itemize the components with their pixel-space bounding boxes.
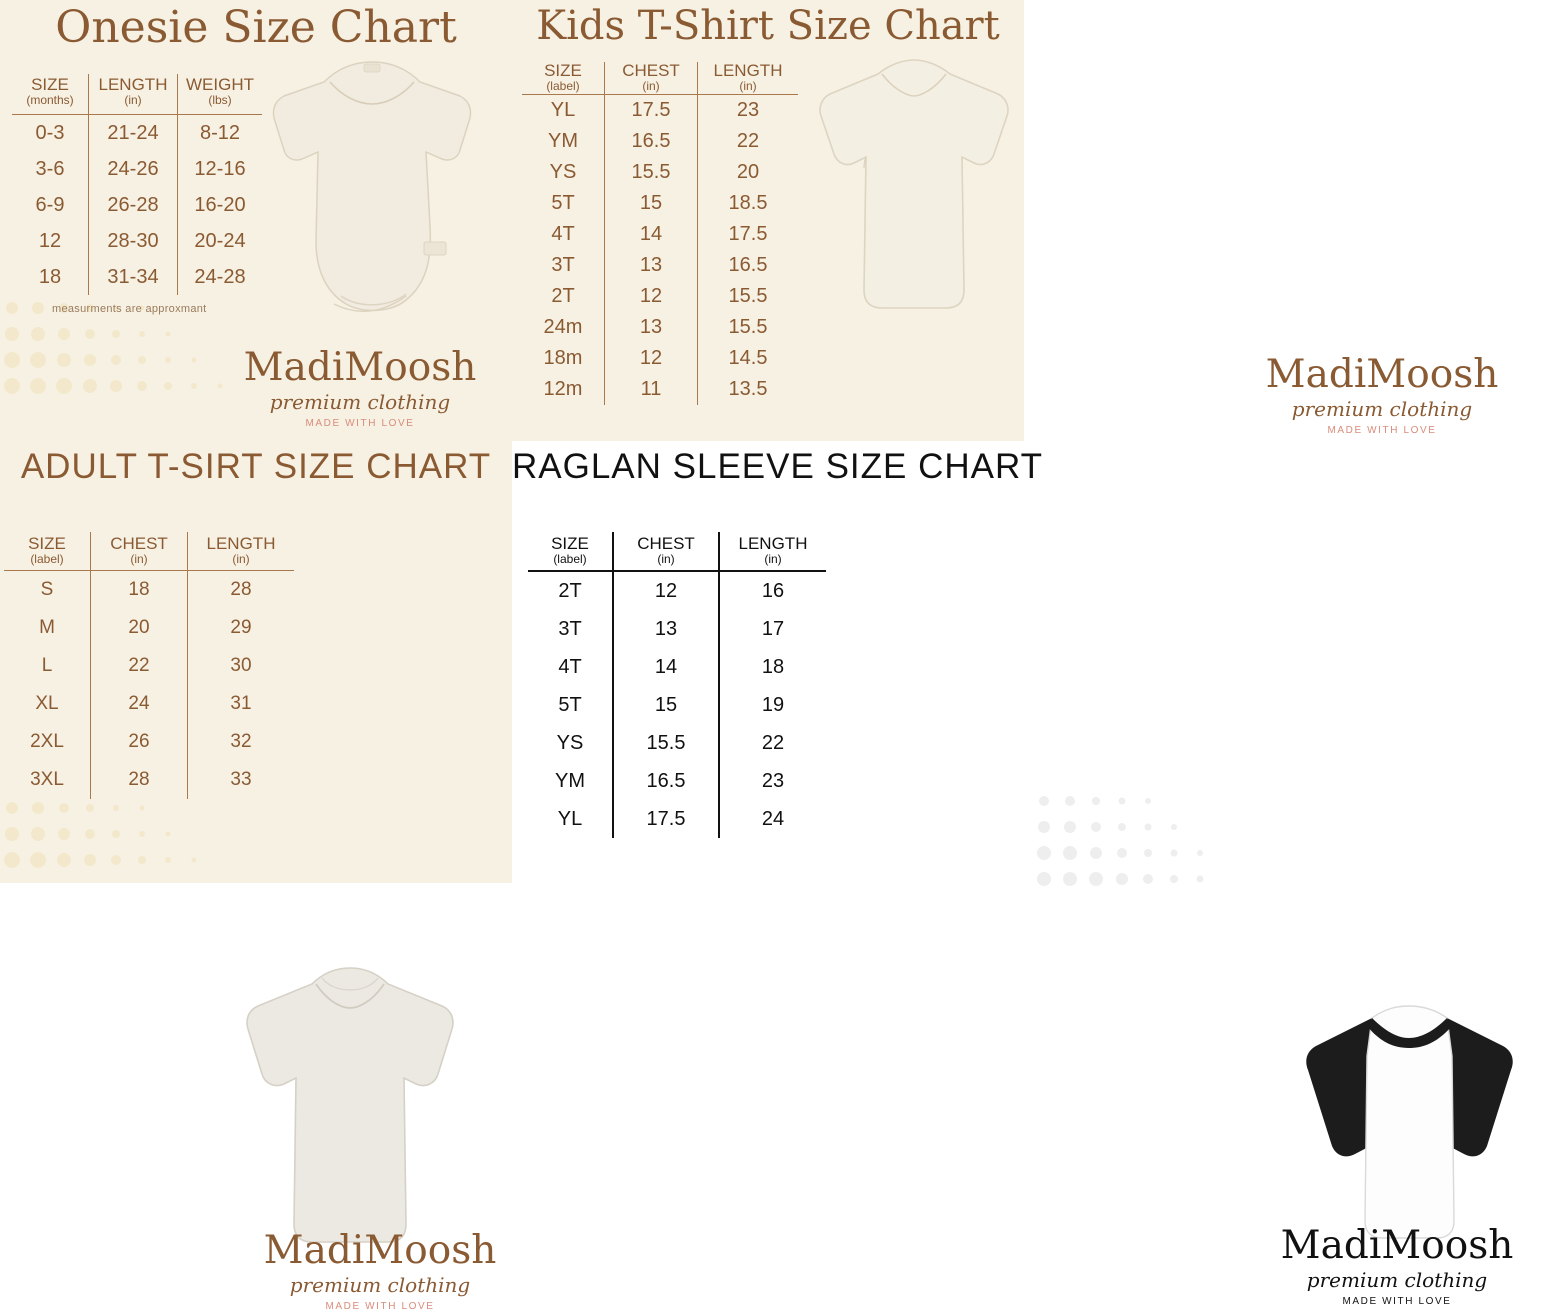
brand-tagline: premium clothing xyxy=(289,1273,471,1297)
table-row: XL 24 31 xyxy=(4,685,294,723)
adult-size-table xyxy=(4,532,294,799)
brand-block-kids xyxy=(1232,352,1532,436)
header-cell-length: LENGTH (in) xyxy=(188,532,295,571)
brand-love-text: MADE WITH LOVE xyxy=(1342,1296,1452,1307)
brand-block-adult xyxy=(230,1228,530,1312)
table-row: 3T 13 17 xyxy=(528,610,826,648)
table-row: 5T 15 19 xyxy=(528,686,826,724)
onesie-illustration xyxy=(246,46,496,346)
header-cell-size: SIZE (label) xyxy=(4,532,91,571)
header-cell-size: SIZE (label) xyxy=(528,532,613,571)
adult-tshirt-illustration xyxy=(230,956,470,1266)
header-cell-chest: CHEST (in) xyxy=(91,532,188,571)
table-header-row xyxy=(528,532,826,571)
onesie-size-table xyxy=(12,74,262,295)
brand-name: MadiMoosh xyxy=(243,345,477,390)
brand-love-text: MADE WITH LOVE xyxy=(325,1301,435,1312)
raglan-title: RAGLAN SLEEVE SIZE CHART xyxy=(512,447,1044,486)
table-row: YL 17.5 23 xyxy=(522,94,798,126)
table-row: YS 15.5 22 xyxy=(528,724,826,762)
table-row: 2T 12 16 xyxy=(528,571,826,610)
table-row: 4T 14 17.5 xyxy=(522,219,798,250)
brand-name: MadiMoosh xyxy=(1265,352,1499,397)
table-row: 12m 11 13.5 xyxy=(522,374,798,405)
table-row: YL 17.5 24 xyxy=(528,800,826,838)
kids-title: Kids T-Shirt Size Chart xyxy=(536,3,1000,49)
brand-tagline: premium clothing xyxy=(269,390,451,414)
kids-size-table xyxy=(522,62,798,405)
table-row: YS 15.5 20 xyxy=(522,157,798,188)
table-header-row xyxy=(12,74,262,115)
table-row: 4T 14 18 xyxy=(528,648,826,686)
table-row: L 22 30 xyxy=(4,647,294,685)
table-row: 0-3 21-24 8-12 xyxy=(12,115,262,152)
brand-tagline: premium clothing xyxy=(1291,397,1473,421)
brand-block-raglan xyxy=(1252,1223,1542,1307)
table-row: 18m 12 14.5 xyxy=(522,343,798,374)
table-header-row xyxy=(522,62,798,94)
table-row: 3T 13 16.5 xyxy=(522,250,798,281)
brand-name: MadiMoosh xyxy=(1280,1223,1514,1268)
onesie-approximate-note: measurments are approxmant xyxy=(52,303,207,315)
table-row: 24m 13 15.5 xyxy=(522,312,798,343)
onesie-title: Onesie Size Chart xyxy=(55,2,457,53)
table-row: 12 28-30 20-24 xyxy=(12,223,262,259)
header-cell-chest: CHEST (in) xyxy=(605,62,698,94)
header-cell-weight: WEIGHT (lbs) xyxy=(178,74,263,115)
header-cell-length: LENGTH (in) xyxy=(698,62,799,94)
table-row: 2XL 26 32 xyxy=(4,723,294,761)
brand-love-text: MADE WITH LOVE xyxy=(305,418,415,429)
brand-love-text: MADE WITH LOVE xyxy=(1327,425,1437,436)
table-row: M 20 29 xyxy=(4,609,294,647)
panel-kids xyxy=(512,0,1499,441)
header-cell-length: LENGTH (in) xyxy=(89,74,178,115)
table-row: S 18 28 xyxy=(4,571,294,610)
brand-tagline: premium clothing xyxy=(1306,1268,1488,1292)
table-row: 18 31-34 24-28 xyxy=(12,259,262,295)
table-row: 5T 15 18.5 xyxy=(522,188,798,219)
header-cell-size: SIZE (label) xyxy=(522,62,605,94)
table-row: 2T 12 15.5 xyxy=(522,281,798,312)
raglan-shirt-illustration xyxy=(1302,996,1517,1256)
table-row: 3XL 28 33 xyxy=(4,761,294,799)
header-cell-chest: CHEST (in) xyxy=(613,532,719,571)
table-row: 3-6 24-26 12-16 xyxy=(12,151,262,187)
header-cell-length: LENGTH (in) xyxy=(719,532,826,571)
brand-name: MadiMoosh xyxy=(263,1228,497,1273)
dot-pattern-decoration xyxy=(0,796,260,886)
kids-tshirt-illustration xyxy=(808,50,1018,350)
brand-block-onesie xyxy=(210,345,510,429)
header-cell-size: SIZE (months) xyxy=(12,74,89,115)
table-row: YM 16.5 22 xyxy=(522,126,798,157)
adult-title: ADULT T-SIRT SIZE CHART xyxy=(20,447,492,486)
table-row: 6-9 26-28 16-20 xyxy=(12,187,262,223)
raglan-size-table xyxy=(528,532,826,838)
dot-pattern-decoration xyxy=(1032,789,1292,899)
table-row: YM 16.5 23 xyxy=(528,762,826,800)
table-header-row xyxy=(4,532,294,571)
